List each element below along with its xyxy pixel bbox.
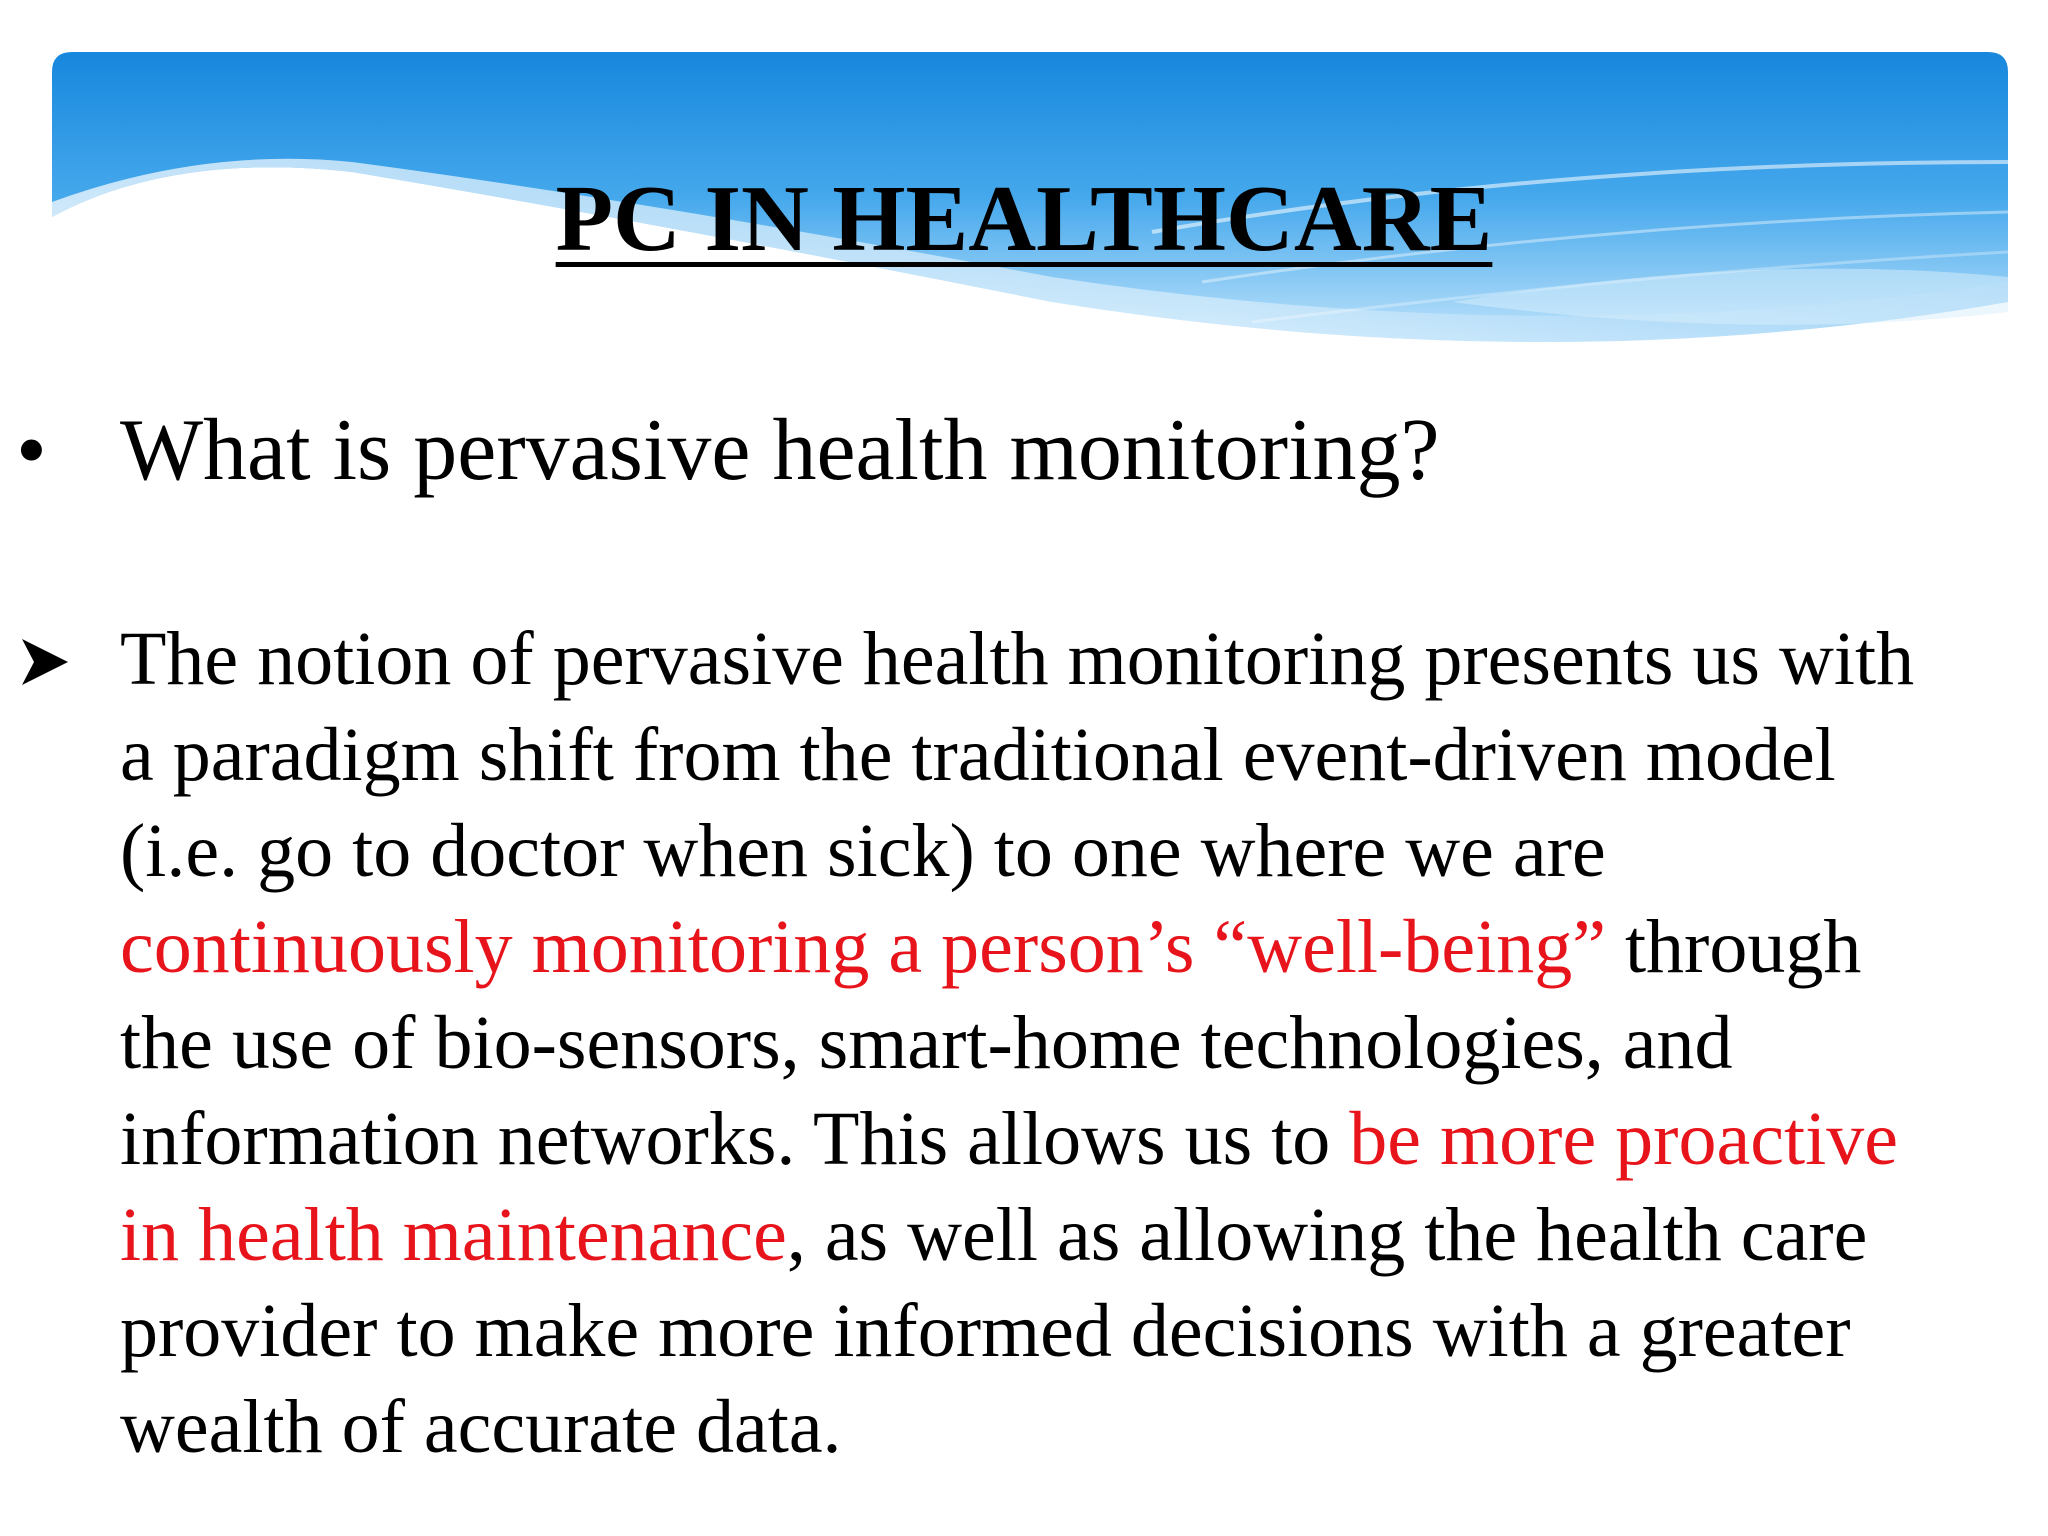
highlight-proactive: be more proactive — [1349, 1097, 1898, 1181]
paragraph-line-3: (i.e. go to doctor when sick) to one where we are — [120, 809, 1606, 893]
paragraph-line-2: a paradigm shift from the traditional event-driven model — [120, 713, 1836, 797]
paragraph-line-6 — [120, 1091, 2020, 1187]
definition-paragraph — [0, 611, 2048, 1471]
paragraph-text — [120, 611, 2020, 1475]
paragraph-line-6-start: information networks. This allows us to — [120, 1097, 1350, 1181]
paragraph-line-1: The notion of pervasive health monitoring presents us with — [120, 617, 1915, 701]
slide-title: PC IN HEALTHCARE — [555, 167, 1493, 271]
paragraph-line-9: wealth of accurate data. — [120, 1385, 842, 1469]
paragraph-line-5: the use of bio-sensors, smart-home technologies, and — [120, 1001, 1733, 1085]
paragraph-line-4 — [120, 899, 2020, 995]
paragraph-line-7 — [120, 1187, 2020, 1283]
arrowhead-icon — [20, 637, 70, 687]
highlight-health-maintenance: in health maintenance — [120, 1193, 787, 1277]
paragraph-line-7-rest: , as well as allowing the health care — [786, 1193, 1868, 1277]
paragraph-line-8: provider to make more informed decisions with a greater — [120, 1289, 1851, 1373]
bullet-question-text: What is pervasive health monitoring? — [120, 402, 1440, 499]
bullet-question — [0, 396, 2048, 506]
bullet-dot: • — [16, 402, 47, 499]
highlight-continuous-monitoring: continuously monitoring a person’s “well-being” — [120, 905, 1606, 989]
paragraph-line-4-rest: through — [1605, 905, 1862, 989]
